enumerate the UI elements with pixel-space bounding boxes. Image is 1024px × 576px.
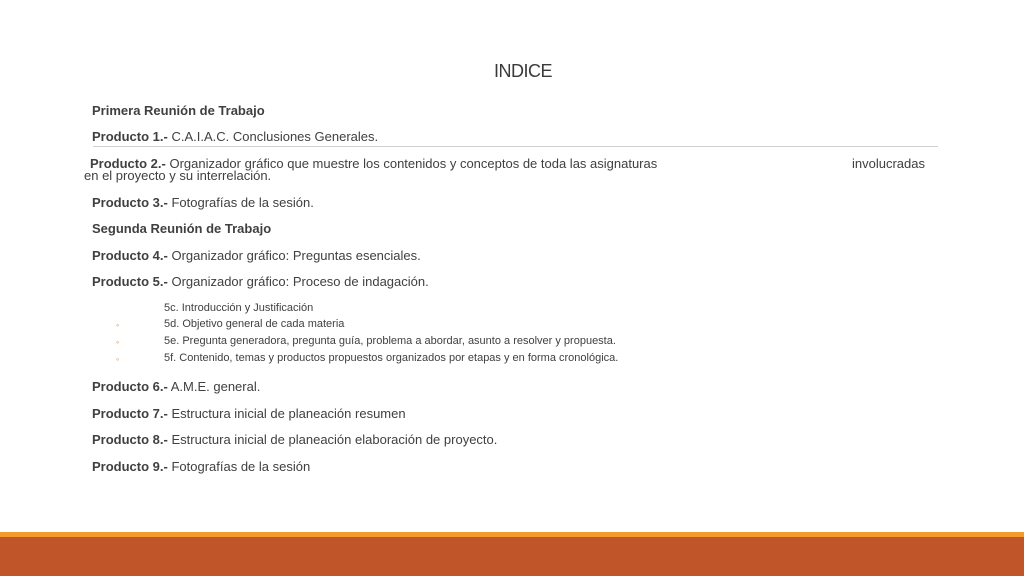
subitem-5c: 5c. Introducción y Justificación: [164, 302, 314, 314]
product-1: Producto 1.- C.A.I.A.C. Conclusiones Generales.: [92, 129, 379, 144]
product-9: Producto 9.- Fotografías de la sesión: [92, 459, 311, 474]
bullet-icon: ◦: [116, 320, 120, 330]
product-4: Producto 4.- Organizador gráfico: Preguntas esenciales.: [92, 248, 421, 263]
bullet-icon: ◦: [116, 354, 120, 364]
section-first-meeting: Primera Reunión de Trabajo: [92, 103, 265, 118]
product-2: Producto 2.- Organizador gráfico que muestre los contenidos y conceptos de toda las asignaturas: [90, 156, 658, 171]
divider: [93, 146, 938, 147]
section-second-meeting: Segunda Reunión de Trabajo: [92, 221, 272, 236]
product-7: Producto 7.- Estructura inicial de planeación resumen: [92, 406, 406, 421]
bullet-icon: ◦: [116, 337, 120, 347]
subitem-5f: 5f. Contenido, temas y productos propuestos organizados por etapas y en forma cronológica.: [164, 352, 619, 364]
subitem-5d: 5d. Objetivo general de cada materia: [164, 318, 345, 330]
product-3: Producto 3.- Fotografías de la sesión.: [92, 195, 314, 210]
product-8: Producto 8.- Estructura inicial de planeación elaboración de proyecto.: [92, 432, 498, 447]
product-6: Producto 6.- A.M.E. general.: [92, 379, 261, 394]
product-2-text-right: involucradas: [852, 156, 925, 171]
page-title: INDICE: [493, 61, 552, 81]
footer-bar: [0, 537, 1024, 576]
subitem-5e: 5e. Pregunta generadora, pregunta guía, problema a abordar, asunto a resolver y propuesta.: [164, 335, 616, 347]
product-2-continuation: en el proyecto y su interrelación.: [84, 168, 272, 183]
product-5: Producto 5.- Organizador gráfico: Proceso de indagación.: [92, 274, 429, 289]
